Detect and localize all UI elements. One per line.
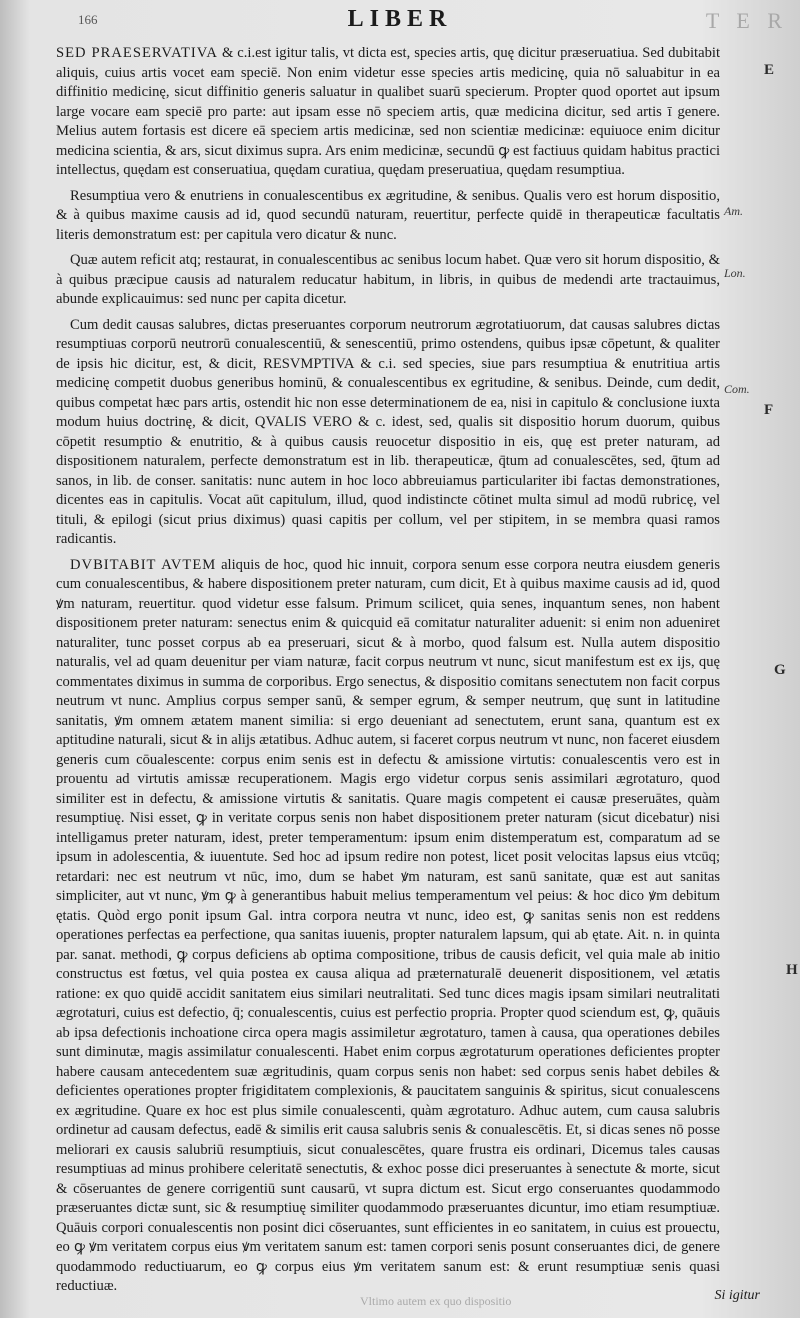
paragraph bbox=[56, 251, 720, 310]
paragraph-text: aliquis de hoc, quod hic innuit, corpora senum esse corpora neutra eiusdem generis cum conualescentibus, & habere dispositionem preter naturam, cum dicit, Et à quibus maxime causis ad id, quod ꝟm naturam, reuertitur. quod videtur esse falsum. Primum scilicet, quia senes, inquantum senes, non habent dispositionem preter naturam: senectus enim & quicquid eā comitatur naturaliter aduenit: si enim non adueniret naturaliter, tunc posset corpus ab ea preseruari, sicut & à morbo, quod falsum est. Nulla autem dispositio naturalis, vel ad quam deuenitur per viam naturæ, facit corpus neutrum vt nunc, sicut manifestum est ex ijs, quę commentates diximus in summa de corporibus. Ergo senectus, & dispositio comitans senectutem non facit corpus neutrum vt nunc. Amplius corpus semper sanū, & semper egrum, & semper neutrum, quę sunt in latitudine sanitatis, ꝟm omnem ætatem manent similia: si ergo deueniant ad senectutem, erunt sana, quantum est ex aptitudine naturali, sicut & in alijs ætatibus. Adhuc autem, si faceret corpus neutrum vt nunc, non faceret eiusdem generis cum cōualescente: corpus enim senis est in defectu & amissione virtutis: conualescentis vero est in prouentu ad virtutis amissæ recuperationem. Magis ergo videtur corpus senis assimilari ægrotaturo, quod similiter est in defectu, & amissione virtutis & sanitatis. Quare magis competent ei causæ preseruātes, quàm resumptiuę. Nisi esset, ꝙ in veritate corpus senis non habet dispositionem preter naturam (sicut dicebatur) nisi intelligamus preter naturam, idest, preter temperamentum: ipsum enim distemperatum est, comparatum ad se ipsum in adolescentia, & iuuentute. Sed hoc ad ipsum redire non potest, licet posit velocitas lapsus eius vtcūq; retardari: nec est neutrum vt nūc, imo, dum se habet ꝟm naturam, est sanū sanitate, quæ est aut sanitas simpliciter, aut vt nunc, ꝟm ꝙ à generantibus habuit melius temperamentum vel peius: & hoc dico ꝟm debitum ętatis. Quòd ergo ponit ipsum Gal. intra corpora neutra vt nunc, ideo est, ꝙ sanitas senis non est reddens operationes perfectas ea perfectione, qua sanitas iuuenis, propter naturalem lapsum, qui ab ętate. Ait. n. in quinta par. sanat. methodi, ꝙ corpus deficiens ab optima compositione, tribus de causis deficit, vel quia male ab initio constructus est fœtus, vel quia postea ex causa aliqua ad præternaturalē deuenerit dispositionem, vel ætatis ratione: ex quo quidē accidit sanitatem eius similari neutralitati. Sed tunc dices magis ipsam similari neutralitati ægrotaturi, cuius est defectio, q̄; conualescentis, cuius est perfectio propria. Propter quod sciendum est, ꝙ, quāuis ab ipsa defectionis inchoatione circa opera magis assimiletur ægrotaturo, tamen à causa, qua operationes debiles sunt diminutæ, magis assimilatur conualescenti. Habet enim corpus ægrotaturum operationes deficientes propter habere causam antecedentem suæ ægritudinis, quam corpus senis non habet: sed corpus senis habet debiles & deficientes operationes propter frigiditatem complexionis, & paucitatem sanguinis & spiritus, sicut conualescens ex ægritudine. Quare ex hoc est plus simile conualescenti, quàm ægrotaturo. Adhuc autem, cum causa salubris ordinetur ad causam defectus, eadē & similis erit causa salubris senis & conualescētis. Et, si dicas senes nō posse meliorari ex causis salubriū resumptiuis, sicut conualescētes, quare frustra eis ordinari, Dicemus tales causas resumptiuas ad minus prohibere celeritatē senectutis, & exhoc posse dici preseruantes à senectute & morte, sicut & cōseruantes de genere corrigentiū sunt causarū, vt supra dictum est. Sicut ergo conseruantes quodammodo præseruantes dictæ sunt, sic & resumptiuę similiter quodammodo præseruantes dicuntur, imo etiam resumptiuæ. Quāuis corpori conualescentis non posint dici cōseruantes, sunt efficientes in eo sanitatem, in cuius est prouectu, eo ꝙ ꝟm veritatem corpus eius ꝟm veritatem sanum est: tamen corpori senis posunt conseruantes dici, de genere quodammodo reductiuarum, eo ꝙ corpus eius ꝟm veritatem sanum est: & erunt resumptiuæ senis quasi reductiuæ. bbox=[56, 556, 720, 1294]
paragraph-lemma: DVBITABIT AVTEM bbox=[70, 556, 217, 573]
paragraph-text: & c.i.est igitur talis, vt dicta est, species artis, quę dicitur præseruatiua. Sed dubitabit aliquis, cuius artis vocet eam speciē. Non enim videtur esse species artis medicinę, quia nō saluabitur in ea diffinitio medicinę, sicut diffinitio generis saluatur in qualibet suarū specierum. Propter quod oportet aut ipsum large vocare eam speciē pro parte: aut ipsam esse nō speciem artis, quæ medicina dicitur, sed artis ī genere. Melius autem fortasis est dicere eā speciem artis medicinæ, sed non scientiæ medicinæ: equiuoce enim dicitur medicina scientia, & ars, sicut diximus supra. Ars enim medicinæ, secundū ꝙ est factiuus quidam habitus practici intellectus, quędam est conseruatiua, quędam curatiua, quędam preseruatiua, quędam resumptiua. bbox=[56, 45, 720, 178]
margin-note: Lon. bbox=[724, 266, 746, 280]
paragraph-text: Quæ autem reficit atq; restaurat, in conualescentibus ac senibus locum habet. Quæ vero sit horum dispositio, & à quibus præcipue causis ad naturalem reducatur habitum, in libris, in quibus de medendi arte tractauimus, abunde explicauimus: sed nunc per capita dicetur. bbox=[56, 252, 720, 307]
margin-letter: F bbox=[764, 402, 774, 418]
margin-notes bbox=[724, 44, 800, 1284]
paragraph-text: Resumptiua vero & enutriens in conualescentibus ex ægritudine, & senibus. Qualis vero est horum dispositio, & à quibus maxime causis ad id, quod secundū naturam, reuertitur, perfecte quidē in therapeuticæ facultatis literis demonstratum est: per capitula vero dicatur & nunc. bbox=[56, 187, 720, 243]
paragraph-lemma: SED PRAESERVATIVA bbox=[56, 45, 218, 61]
paragraph bbox=[56, 316, 720, 550]
margin-letter: E bbox=[764, 62, 775, 78]
show-through-head: T E R bbox=[705, 8, 788, 33]
margin-letter: H bbox=[786, 962, 798, 978]
paragraph bbox=[56, 187, 720, 246]
paragraph-text: Cum dedit causas salubres, dictas preseruantes corporum neutrorum ægrotatiuorum, dat causas salubres dictas resumptiuas corporū neutrorū conualescentiū, & senescentiū, primo ostendens, quibus ipsæ cōpetunt, & qualiter de ipsis hic dicitur, est, & dicit, RESVMPTIVA & c.i. sed species, siue pars resumptiua & enutritiua artis medicinę competit duobus generibus hominū, & conualescentibus ex egritudine, & senibus. Deinde, cum dedit, quibus competat hæc pars artis, ostendit hic non esse determinationem de ea, nisi in capitulo & conclusione iuxta modum huius doctrinę, & dicit, QVALIS VERO & c. idest, sed, qualis sit dispositio horum duorum, quibus cōpetit resumptio & enutritio, & à quibus causis reuocetur dispositio in eis, quę est preter naturam, ad dispositionem naturalem, perfecte demonstratum est in lib. therapeuticæ, q̄tum ad conualescētes, sed, q̄tum ad sanos, in lib. de conser. sanitatis: nunc autem in hoc loco abbreuiamus particulariter ibi factas demonstrationes, dicentes eas in capitulis. Vocat aūt capitulum, illud, quod indistincte cōtinet multa simul ad modū rubricę, vel tituli, & epilogi (sicut prius diximus) quasi capitis per collum, vel per stipitem, in se membra quasi ramos radicantis. bbox=[56, 316, 720, 547]
running-head: LIBER bbox=[347, 6, 453, 32]
margin-note: Am. bbox=[724, 204, 743, 218]
main-text bbox=[56, 44, 720, 1303]
show-through-text: Vltimo autem ex quo dispositio bbox=[360, 1294, 512, 1308]
paragraph bbox=[56, 556, 720, 1297]
folio-number: 166 bbox=[78, 12, 98, 27]
paragraph bbox=[56, 44, 720, 181]
catchword: Si igitur bbox=[714, 1288, 760, 1303]
margin-letter: G bbox=[774, 662, 786, 678]
margin-note: Com. bbox=[724, 382, 750, 396]
page-header bbox=[0, 6, 800, 40]
